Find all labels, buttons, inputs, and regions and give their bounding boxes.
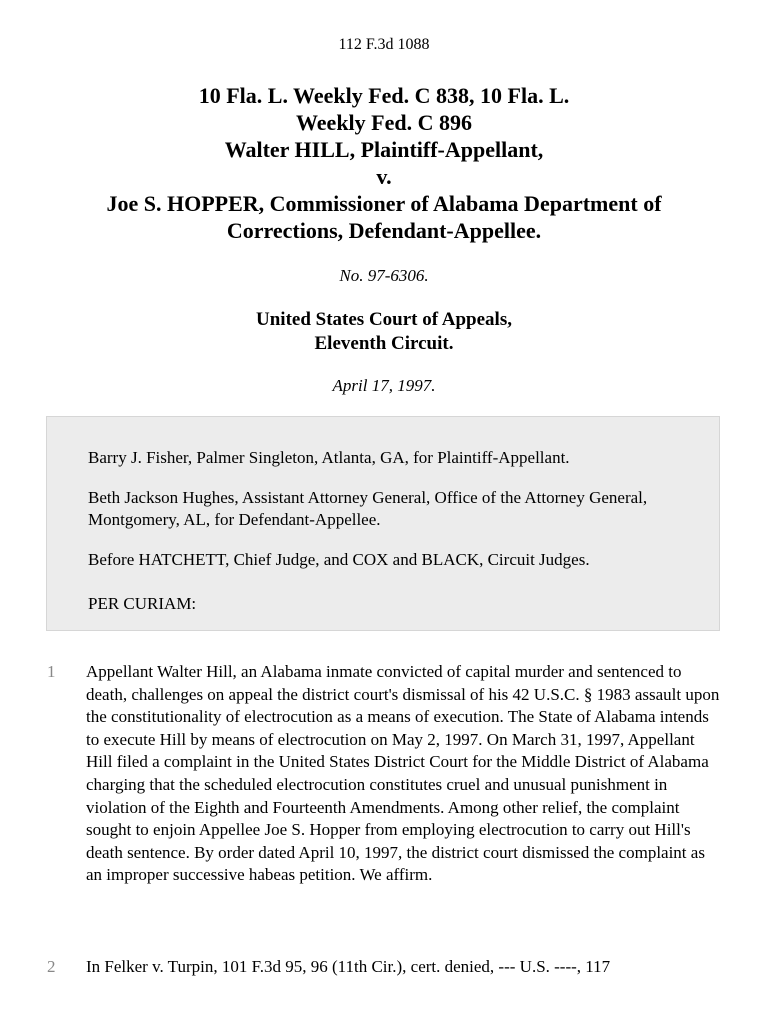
judges-line: Before HATCHETT, Chief Judge, and COX and BLACK, Circuit Judges.: [88, 550, 590, 569]
counsel-defendant: Beth Jackson Hughes, Assistant Attorney General, Office of the Attorney General, Montgomery, AL, for Defendant-Appellee.: [88, 488, 648, 529]
title-line: Weekly Fed. C 896: [296, 110, 472, 135]
paragraph-number: 2: [47, 957, 56, 976]
paragraph-text: Appellant Walter Hill, an Alabama inmate convicted of capital murder and sentenced to death, challenges on appeal the district court's dismissal of his 42 U.S.C. § 1983 assault upon the constitutionality of electrocution as a means of execution. The State of Alabama intends to execute Hill by means of electrocution on May 2, 1997. On March 31, 1997, Appellant Hill filed a complaint in the United States District Court for the Middle District of Alabama charging that the scheduled electrocution constitutes cruel and unusual punishment in violation of the Eighth and Fourteenth Amendments. Among other relief, the complaint sought to enjoin Appellee Joe S. Hopper from employing electrocution to carry out Hill's death sentence. By order dated April 10, 1997, the district court dismissed the complaint as an improper successive habeas petition. We affirm.: [86, 662, 720, 885]
title-line: v.: [376, 164, 392, 189]
title-line: Corrections, Defendant-Appellee.: [226, 218, 542, 243]
title-line: 10 Fla. L. Weekly Fed. C 838, 10 Fla. L.: [198, 83, 570, 108]
docket-number: No. 97-6306.: [339, 266, 429, 285]
per-curiam: PER CURIAM:: [88, 594, 197, 613]
court-line: Eleventh Circuit.: [314, 333, 454, 354]
decision-date: April 17, 1997.: [332, 376, 436, 395]
court-line: United States Court of Appeals,: [256, 309, 512, 330]
counsel-plaintiff: Barry J. Fisher, Palmer Singleton, Atlanta, GA, for Plaintiff-Appellant.: [88, 448, 570, 467]
case-title: [40, 82, 728, 244]
case-citation: 112 F.3d 1088: [338, 36, 430, 53]
counsel-box: [46, 416, 720, 631]
court-name: [0, 308, 768, 356]
paragraph-text: In Felker v. Turpin, 101 F.3d 95, 96 (11th Cir.), cert. denied, --- U.S. ----, 117: [86, 957, 611, 976]
title-line: Walter HILL, Plaintiff-Appellant,: [224, 137, 544, 162]
paragraph-number: 1: [47, 662, 56, 681]
title-line: Joe S. HOPPER, Commissioner of Alabama Department of: [106, 191, 662, 216]
